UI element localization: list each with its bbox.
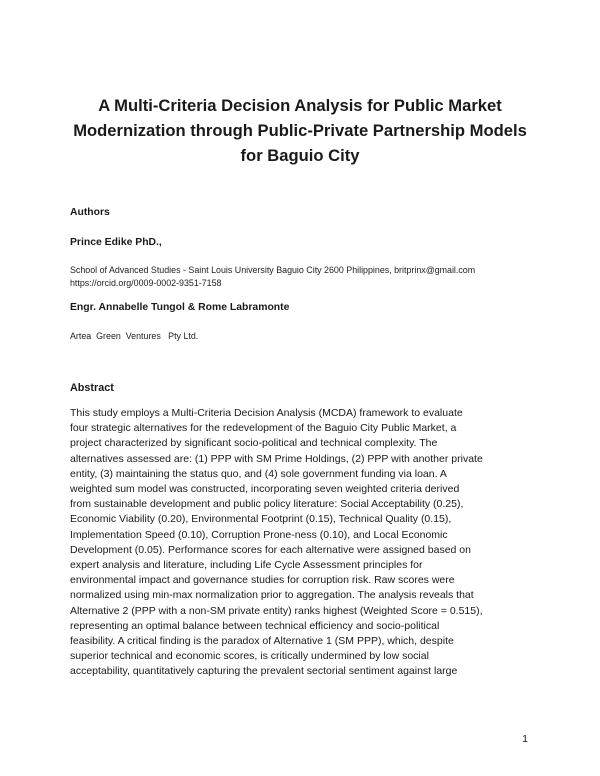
title-line: for Baguio City: [240, 146, 360, 165]
orcid-link[interactable]: https://orcid.org/0009-0002-9351-7158: [70, 278, 222, 288]
author1-affiliation: [70, 264, 475, 290]
abstract-line: acceptability, quantitatively capturing the prevalent sectorial sentiment against large: [70, 665, 458, 678]
abstract-line: Development (0.05). Performance scores for each alternative were assigned based on: [70, 543, 471, 556]
author1-name: Prince Edike PhD.,: [70, 237, 162, 248]
abstract-heading: Abstract: [70, 382, 114, 394]
abstract-line: feasibility. A critical finding is the paradox of Alternative 1 (SM PPP), which, despite: [70, 635, 454, 648]
abstract-line: expert analysis and literature, including Life Cycle Assessment principles for: [70, 559, 423, 572]
page-number: 1: [522, 733, 528, 745]
abstract-line: project characterized by significant socio-political and technical complexity. The: [70, 437, 438, 450]
abstract-line: Alternative 2 (PPP with a non-SM private entity) ranks highest (Weighted Score = 0.515),: [70, 604, 483, 617]
author2-affiliation: Artea Green Ventures Pty Ltd.: [70, 331, 199, 341]
title-line: A Multi-Criteria Decision Analysis for Public Market: [98, 96, 502, 115]
abstract-line: entity, (3) maintaining the status quo, and (4) sole government funding via loan. A: [70, 467, 447, 480]
abstract-line: environmental impact and governance studies for corruption risk. Raw scores were: [70, 574, 455, 587]
affiliation-line: School of Advanced Studies - Saint Louis University Baguio City 2600 Philippines, britprinx@gmail.com: [70, 265, 476, 275]
title-line: Modernization through Public-Private Partnership Models: [73, 121, 527, 140]
abstract-line: Implementation Speed (0.10), Corruption Prone-ness (0.10), and Local Economic: [70, 528, 448, 541]
abstract-line: superior technical and economic scores, is critically undermined by low social: [70, 650, 429, 663]
abstract-line: from sustainable development and public policy literature: Social Acceptability (0.25),: [70, 498, 464, 511]
abstract-line: Economic Viability (0.20), Environmental Footprint (0.15), Technical Quality (0.15),: [70, 513, 452, 526]
abstract-body: [70, 406, 550, 680]
authors-heading: Authors: [70, 207, 110, 218]
abstract-line: normalized using min-max normalization prior to aggregation. The analysis reveals that: [70, 589, 474, 602]
abstract-line: This study employs a Multi-Criteria Decision Analysis (MCDA) framework to evaluate: [70, 407, 463, 419]
author2-name: Engr. Annabelle Tungol & Rome Labramonte: [70, 302, 290, 313]
paper-title: [60, 93, 540, 168]
abstract-line: weighted sum model was constructed, incorporating seven weighted criteria derived: [70, 483, 460, 496]
abstract-line: four strategic alternatives for the redevelopment of the Baguio City Public Market, a: [70, 422, 457, 435]
abstract-line: representing an optimal balance between technical efficiency and socio-political: [70, 619, 440, 632]
abstract-line: alternatives assessed are: (1) PPP with SM Prime Holdings, (2) PPP with another private: [70, 452, 483, 465]
